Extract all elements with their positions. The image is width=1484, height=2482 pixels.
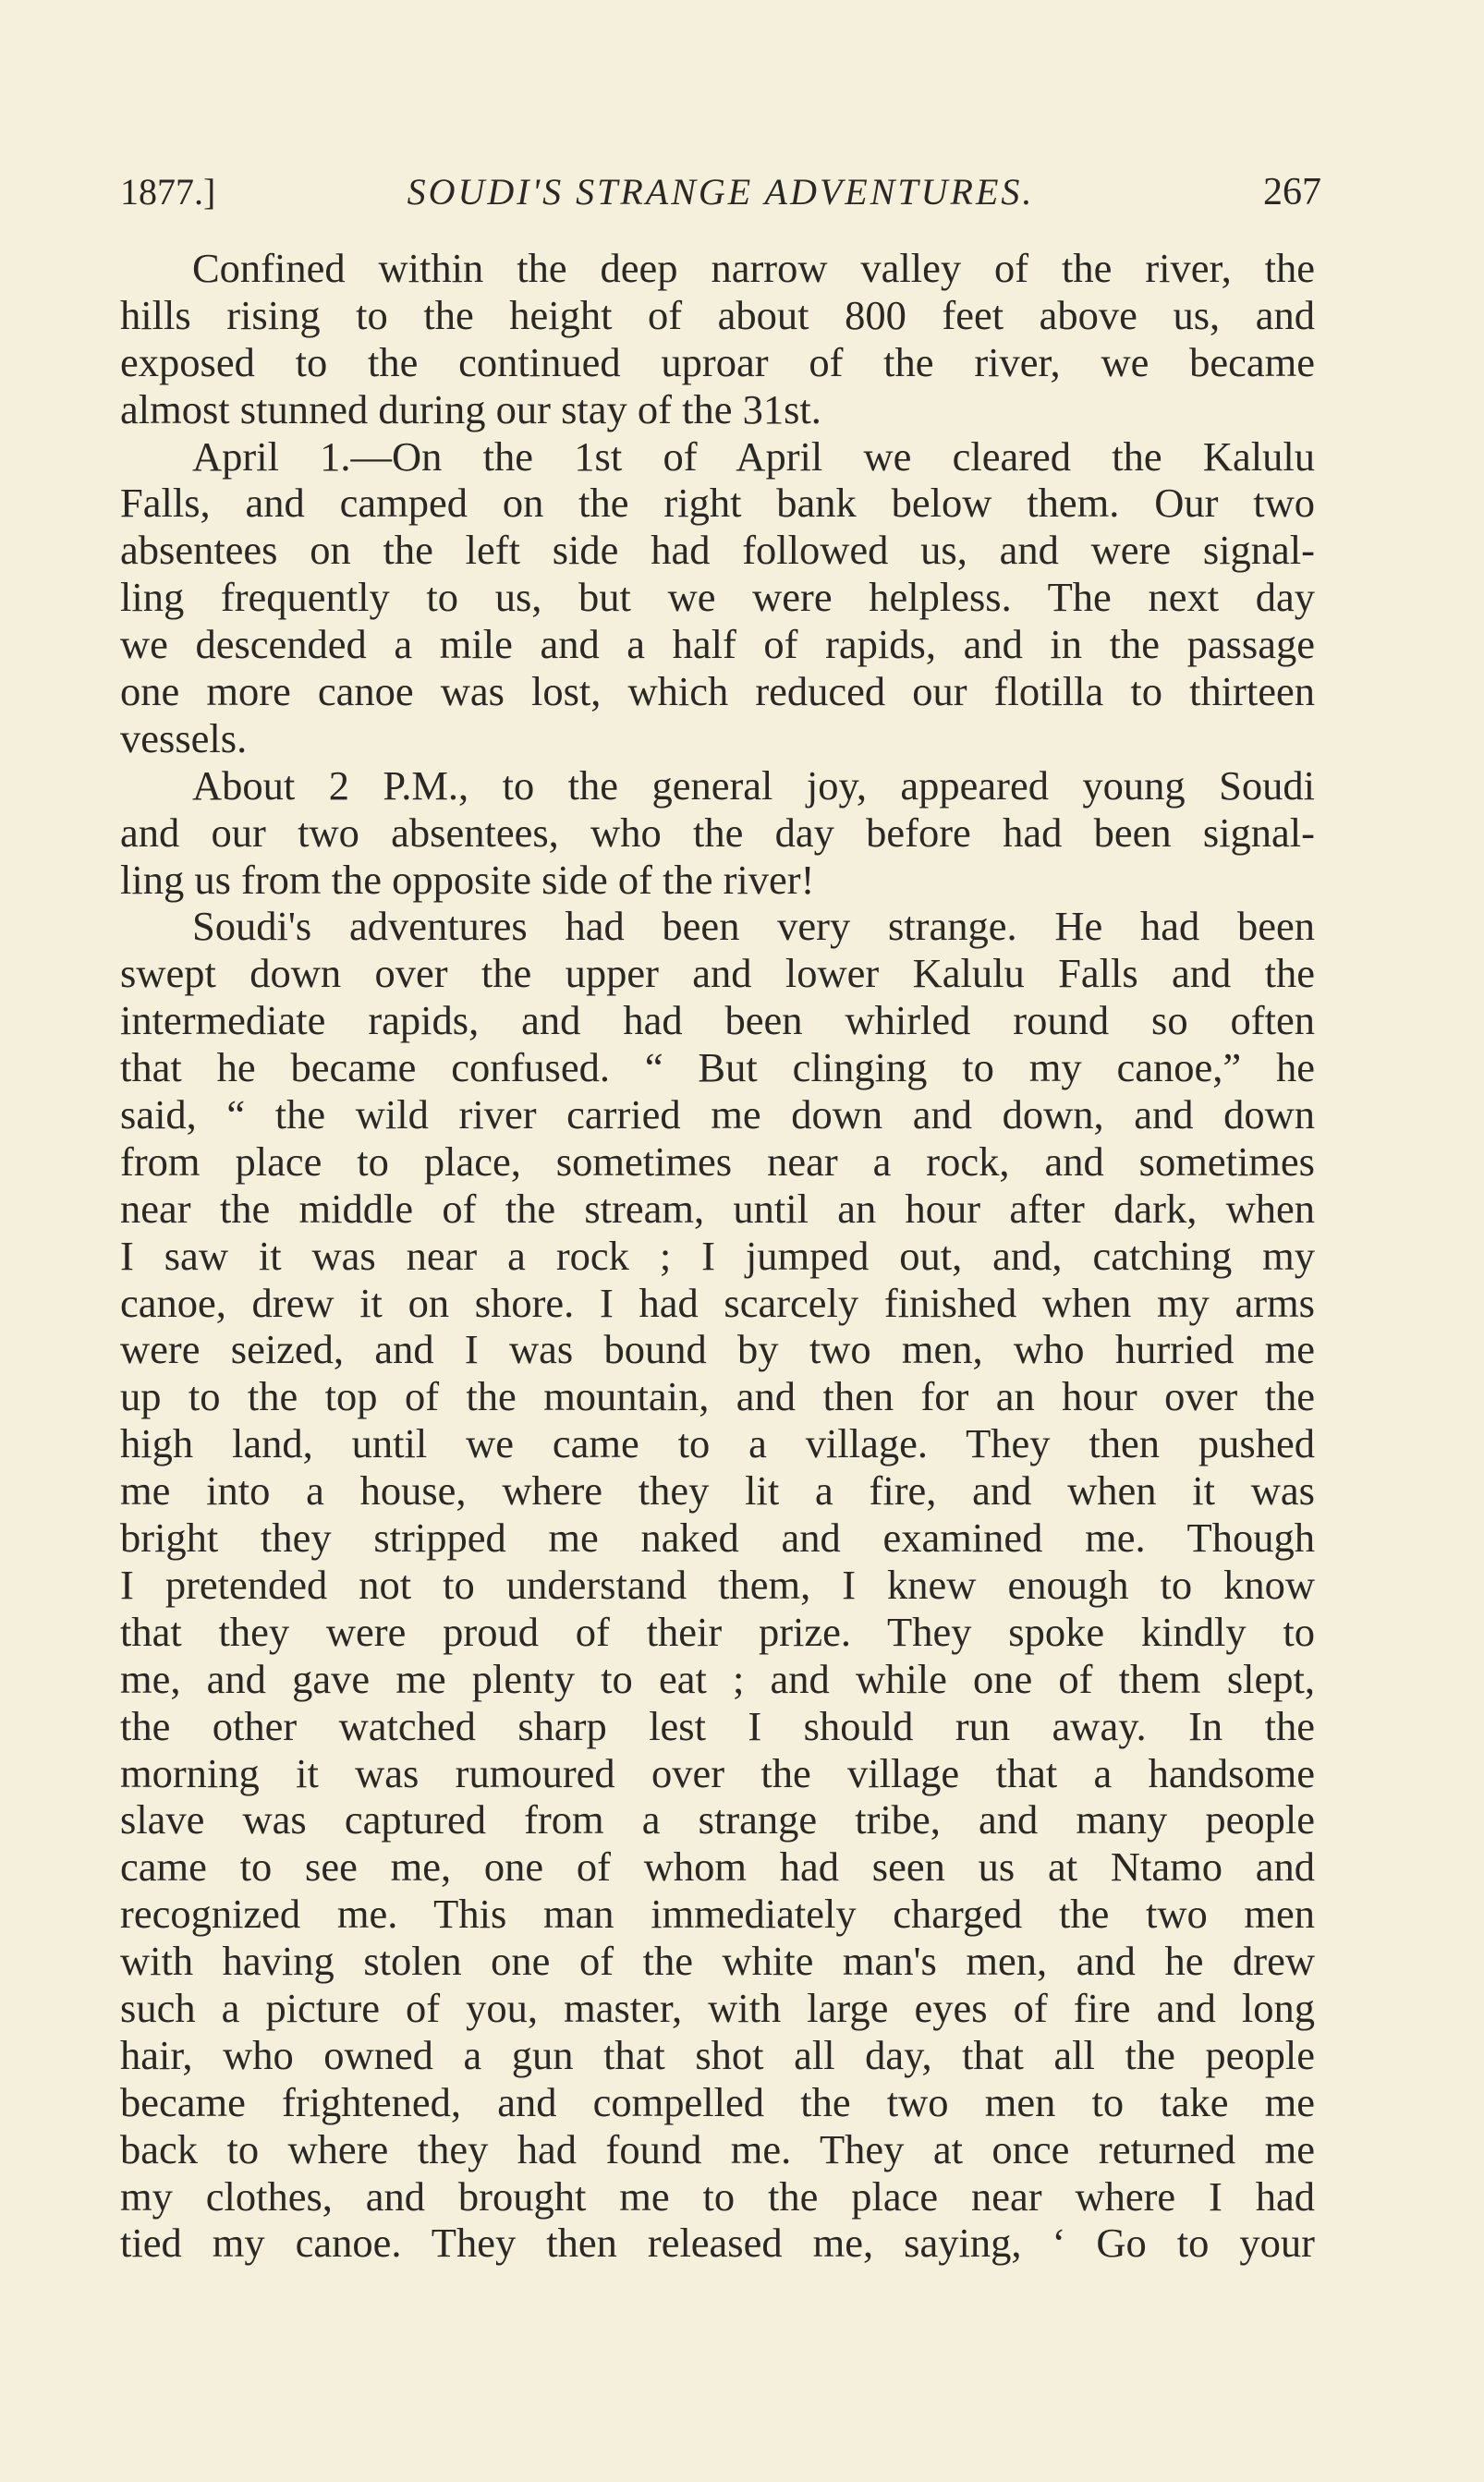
text-line: and our two absentees, who the day before had been signal-: [120, 809, 1315, 856]
text-line: About 2 P.M., to the general joy, appeared young Soudi: [192, 761, 1315, 809]
text-line: April 1.—On the 1st of April we cleared the Kalulu: [192, 432, 1315, 480]
text-line: hills rising to the height of about 800 feet above us, and: [120, 291, 1315, 338]
text-line: vessels.: [120, 714, 248, 761]
text-line: Confined within the deep narrow valley of the river, the: [192, 245, 1315, 291]
text-line: came to see me, one of whom had seen us at Ntamo and: [120, 1843, 1315, 1891]
text-line: morning it was rumoured over the village that a handsome: [120, 1749, 1315, 1796]
text-line: became frightened, and compelled the two men to take me: [120, 2078, 1315, 2125]
text-line: Soudi's adventures had been very strange. He had been: [192, 903, 1315, 950]
text-line: my clothes, and brought me to the place near where I had: [120, 2172, 1315, 2220]
header-title: SOUDI'S STRANGE ADVENTURES.: [407, 171, 1035, 213]
text-line: we descended a mile and a half of rapids, and in the passage: [120, 621, 1315, 668]
text-line: me into a house, where they lit a fire, and when it was: [120, 1467, 1315, 1515]
text-line: back to where they had found me. They at once returned me: [120, 2125, 1315, 2172]
text-line: that they were proud of their prize. They spoke kindly to: [120, 1608, 1315, 1655]
header-year: 1877.]: [120, 171, 216, 213]
text-line: hair, who owned a gun that shot all day, that all the people: [120, 2031, 1315, 2078]
text-line: Falls, and camped on the right bank below them. Our two: [120, 480, 1315, 527]
text-line: recognized me. This man immediately charged the two men: [120, 1891, 1315, 1938]
text-line: exposed to the continued uproar of the river, we became: [120, 338, 1315, 385]
text-line: were seized, and I was bound by two men, who hurried me: [120, 1326, 1315, 1373]
body-text: [120, 245, 1315, 2267]
page-number: 267: [1263, 171, 1321, 213]
text-line: high land, until we came to a village. They then pushed: [120, 1420, 1315, 1467]
text-line: almost stunned during our stay of the 31st.: [120, 385, 821, 432]
text-line: canoe, drew it on shore. I had scarcely finished when my arms: [120, 1279, 1315, 1326]
text-line: swept down over the upper and lower Kalulu Falls and the: [120, 950, 1315, 997]
text-line: slave was captured from a strange tribe, and many people: [120, 1796, 1315, 1843]
text-line: ling frequently to us, but we were helpless. The next day: [120, 574, 1315, 621]
text-line: from place to place, sometimes near a rock, and sometimes: [120, 1138, 1315, 1185]
text-line: near the middle of the stream, until an hour after dark, when: [120, 1185, 1315, 1232]
text-line: the other watched sharp lest I should run away. In the: [120, 1702, 1315, 1749]
text-line: such a picture of you, master, with large eyes of fire and long: [120, 1984, 1315, 2031]
text-line: with having stolen one of the white man's men, and he drew: [120, 1938, 1315, 1985]
text-line: that he became confused. “ But clinging to my canoe,” he: [120, 1044, 1315, 1091]
text-line: tied my canoe. They then released me, saying, ‘ Go to your: [120, 2220, 1315, 2267]
text-line: absentees on the left side had followed us, and were signal-: [120, 527, 1315, 574]
text-line: up to the top of the mountain, and then for an hour over the: [120, 1373, 1315, 1420]
text-line: I pretended not to understand them, I knew enough to know: [120, 1561, 1315, 1608]
text-line: said, “ the wild river carried me down and down, and down: [120, 1091, 1315, 1138]
text-line: I saw it was near a rock ; I jumped out, and, catching my: [120, 1232, 1315, 1279]
running-head: [120, 164, 1321, 220]
text-line: one more canoe was lost, which reduced our flotilla to thirteen: [120, 668, 1315, 715]
text-line: bright they stripped me naked and examined me. Though: [120, 1515, 1315, 1562]
text-line: ling us from the opposite side of the river!: [120, 856, 815, 903]
text-line: me, and gave me plenty to eat ; and while one of them slept,: [120, 1655, 1315, 1702]
text-line: intermediate rapids, and had been whirled round so often: [120, 997, 1315, 1044]
